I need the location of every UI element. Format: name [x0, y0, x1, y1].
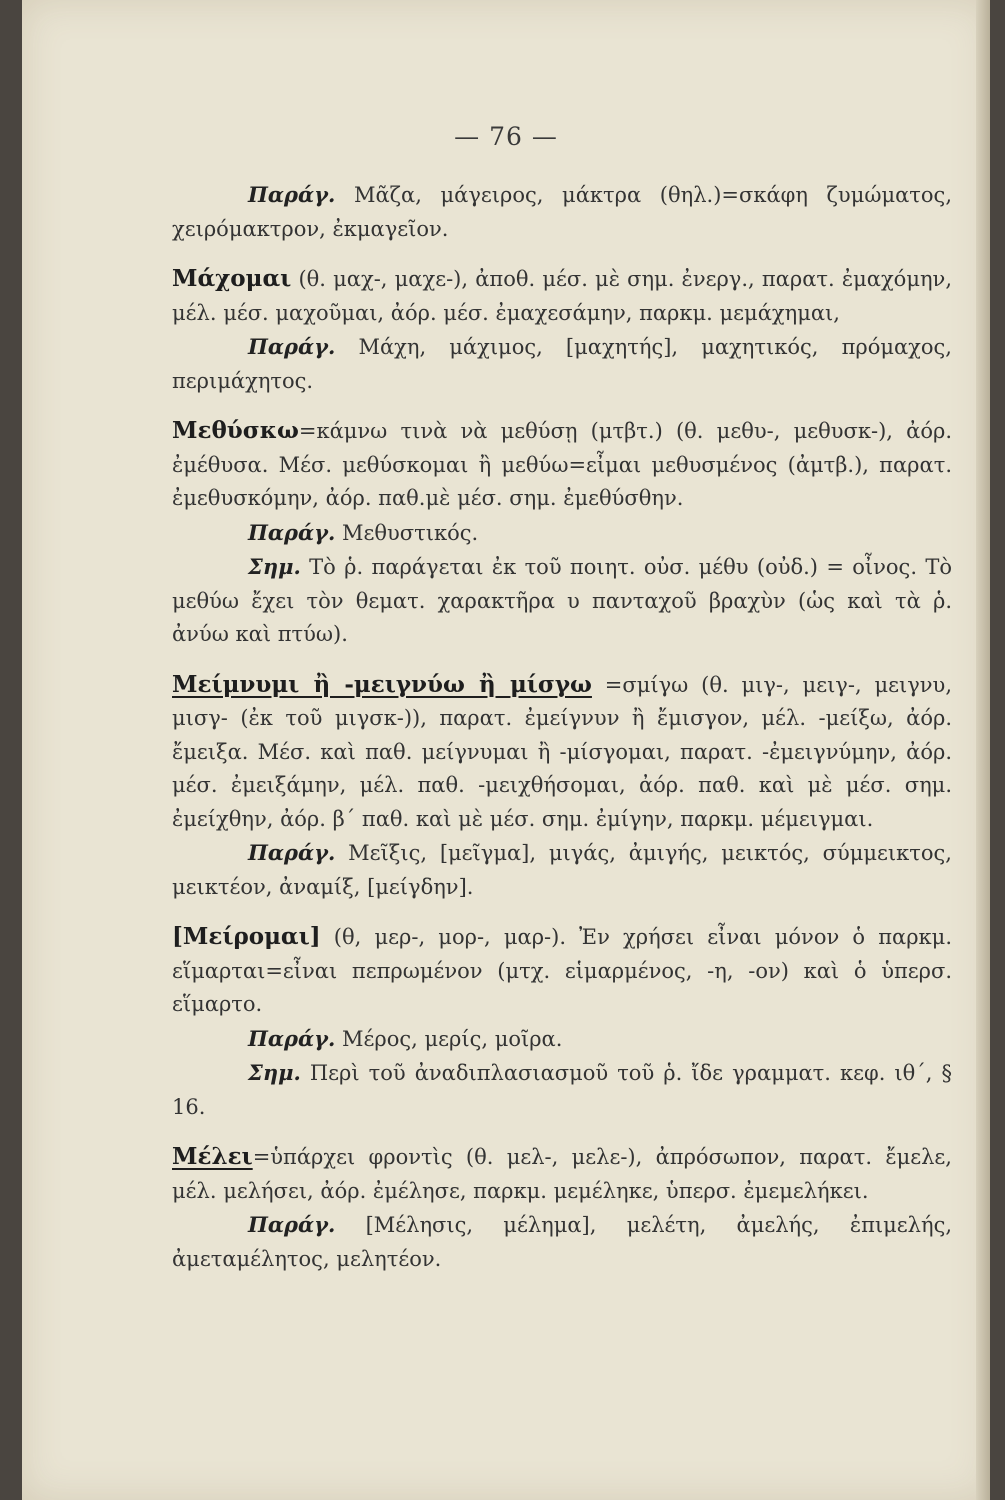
entry-text: =ὑπάρχει φροντὶς (θ. μελ-, μελε-), ἀπρόσωπον, παρατ. ἔμελε, μέλ. μελήσει, ἀόρ. ἐμέλησε, παρκμ. μεμέληκε, ὑπερσ. ἐμεμελήκει.: [172, 1145, 952, 1203]
entry-subparagraph: [172, 550, 952, 652]
entry-subparagraph: [172, 178, 952, 246]
page-edge: [976, 0, 990, 1500]
entry-text: Μέρος, μερίς, μοῖρα.: [335, 1026, 563, 1051]
entry-text: [Μέλησις, μέλημα], μελέτη, ἀμελής, ἐπιμελής, ἀμεταμέλητος, μελητέον.: [172, 1213, 952, 1271]
entry-subparagraph: [172, 1056, 952, 1124]
dictionary-entry: [172, 178, 952, 246]
dictionary-entry: [172, 920, 952, 1124]
entry-text: Μεῖξις, [μεῖγμα], μιγάς, ἀμιγής, μεικτός, σύμμεικτος, μεικτέον, ἀναμίξ, [μείγδην].: [172, 841, 952, 899]
entry-paragraph: [172, 414, 952, 516]
entry-paragraph: [172, 668, 952, 837]
headword: Μείμνυμι ἢ -μειγνύω ἢ μίσγω: [172, 670, 592, 698]
dictionary-entry: [172, 262, 952, 398]
section-label: Παράγ.: [248, 334, 336, 359]
headword: Μέλει: [172, 1143, 253, 1170]
headword: Μεθύσκω: [172, 417, 299, 444]
entry-subparagraph: [172, 836, 952, 904]
section-label: Παράγ.: [248, 519, 336, 545]
section-label: Σημ.: [248, 554, 301, 579]
entry-subparagraph: [172, 1022, 952, 1057]
section-label: Σημ.: [248, 1060, 301, 1085]
entry-text: Μεθυστικός.: [335, 520, 479, 545]
page-number: — 76 —: [454, 122, 558, 151]
dictionary-entry: [172, 1140, 952, 1276]
section-label: Παράγ.: [248, 840, 336, 865]
headword: [Μείρομαι]: [172, 923, 321, 950]
entry-text: =σμίγω (θ. μιγ-, μειγ-, μειγνυ, μισγ- (ἐκ τοῦ μιγσκ-)), παρατ. ἐμείγνυν ἢ ἔμισγον, μέλ. -μείξω, ἀόρ. ἔμειξα. Μέσ. καὶ παθ. μείγνυμαι ἢ -μίσγομαι, παρατ. -ἐμειγνύμην, ἀόρ. μέσ. ἐμειξάμην, μέλ. παθ. -μειχθήσομαι, ἀόρ. παθ. καὶ μὲ μέσ. σημ. ἐμείχθην, ἀόρ. β΄ παθ. καὶ μὲ μέσ. σημ. ἐμίγην, παρκμ. μέμειγμαι.: [172, 672, 952, 831]
entry-paragraph: [172, 1140, 952, 1208]
headword: Μάχομαι: [172, 265, 292, 292]
section-label: Παράγ.: [248, 1212, 336, 1237]
dictionary-entry: [172, 414, 952, 652]
entry-subparagraph: [172, 516, 952, 551]
dictionary-text: [172, 178, 952, 1292]
entry-text: Περὶ τοῦ ἀναδιπλασιασμοῦ τοῦ ῥ. ἴδε γραμματ. κεφ. ιθ΄, § 16.: [172, 1061, 952, 1119]
entry-paragraph: [172, 920, 952, 1022]
entry-text: (θ. μαχ-, μαχε-), ἀποθ. μέσ. μὲ σημ. ἐνεργ., παρατ. ἐμαχόμην, μέλ. μέσ. μαχοῦμαι, ἀόρ. μέσ. ἐμαχεσάμην, παρκμ. μεμάχημαι,: [172, 267, 952, 325]
section-label: Παράγ.: [248, 1025, 336, 1051]
entry-text: =κάμνω τινὰ νὰ μεθύσῃ (μτβτ.) (θ. μεθυ-, μεθυσκ-), ἀόρ. ἐμέθυσα. Μέσ. μεθύσκομαι ἢ μεθύω=εἶμαι μεθυσμένος (ἀμτβ.), παρατ. ἐμεθυσκόμην, ἀόρ. παθ.μὲ μέσ. σημ. ἐμεθύσθην.: [172, 419, 952, 510]
entry-subparagraph: [172, 1208, 952, 1276]
book-page: [22, 0, 990, 1500]
section-label: Παράγ.: [248, 182, 336, 207]
entry-text: Μᾶζα, μάγειρος, μάκτρα (θηλ.)=σκάφη ζυμώματος, χειρόμακτρον, ἐκμαγεῖον.: [172, 183, 952, 241]
entry-text: (θ, μερ-, μορ-, μαρ-). Ἐν χρήσει εἶναι μόνον ὁ παρκμ. εἵμαρται=εἶναι πεπρωμένον (μτχ. εἱμαρμένος, -η, -ον) καὶ ὁ ὑπερσ. εἵμαρτο.: [172, 925, 952, 1016]
entry-subparagraph: [172, 330, 952, 398]
dictionary-entry: [172, 668, 952, 905]
entry-text: Μάχη, μάχιμος, [μαχητής], μαχητικός, πρόμαχος, περιμάχητος.: [172, 335, 952, 393]
entry-paragraph: [172, 262, 952, 330]
entry-text: Τὸ ῥ. παράγεται ἐκ τοῦ ποιητ. οὐσ. μέθυ (οὐδ.) = οἶνος. Τὸ μεθύω ἔχει τὸν θεματ. χαρακτῆρα υ πανταχοῦ βραχὺν (ὡς καὶ τὰ ῥ. ἀνύω καὶ πτύω).: [172, 555, 952, 646]
